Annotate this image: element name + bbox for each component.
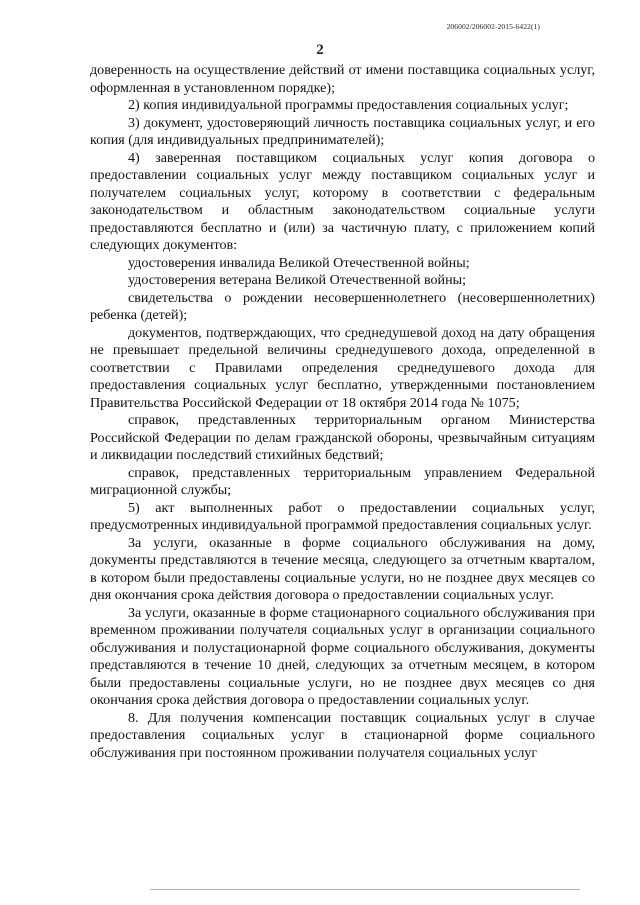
paragraph-doc-income: документов, подтверждающих, что среднедушевой доход на дату обращения не превышает предельной величины среднедушевого дохода, определенной в соответствии с Правилами определения среднедушевого дохода для предоставления социальных услуг бесплатно, утвержденными постановлением Правительства Российской Федерации от 18 октября 2014 года № 1075;: [90, 324, 595, 411]
paragraph-doc-veteran: удостоверения ветерана Великой Отечественной войны;: [128, 272, 467, 288]
document-body: [90, 62, 595, 762]
paragraph-item-3: 3) документ, удостоверяющий личность поставщика социальных услуг, и его копия (для индивидуальных предпринимателей);: [90, 114, 595, 148]
paragraph-doc-migration: справок, представленных территориальным управлением Федеральной миграционной службы;: [90, 464, 595, 498]
page-bottom-divider: [150, 889, 580, 890]
paragraph-home-services: За услуги, оказанные в форме социального обслуживания на дому, документы представляются в течение месяца, следующего за отчетным кварталом, в котором были предоставлены социальные услуги, но не позднее двух месяцев со дня окончания срока действия договора о предоставлении социальных услуг.: [90, 534, 595, 603]
paragraph-doc-birth: свидетельства о рождении несовершеннолетнего (несовершеннолетних) ребенка (детей);: [90, 289, 595, 323]
document-code: 206002/206002-2015-6422(1): [446, 22, 540, 31]
page-number: 2: [316, 42, 324, 58]
paragraph-item-2: 2) копия индивидуальной программы предоставления социальных услуг;: [128, 97, 569, 113]
paragraph-doc-invalid: удостоверения инвалида Великой Отечественной войны;: [128, 254, 470, 271]
paragraph-doc-emergency: справок, представленных территориальным органом Министерства Российской Федерации по делам гражданской обороны, чрезвычайным ситуациям и ликвидации последствий стихийных бедствий;: [90, 412, 595, 463]
paragraph-item-4: 4) заверенная поставщиком социальных услуг копия договора о предоставлении социальных услуг между поставщиком социальных услуг и получателем социальных услуг, которому в соответствии с федеральным законодательством и областным законодательством социальные услуги предоставляются бесплатно и (или) за частичную плату, с приложением копий следующих документов:: [90, 149, 595, 253]
paragraph-item-8: 8. Для получения компенсации поставщик социальных услуг в случае предоставления социальных услуг в стационарной форме социального обслуживания при постоянном проживании получателя социальных услуг: [90, 709, 595, 761]
paragraph-item-5: 5) акт выполненных работ о предоставлении социальных услуг, предусмотренных индивидуальной программой предоставления социальных услуг.: [90, 499, 595, 533]
paragraph-stationary-services: За услуги, оказанные в форме стационарного социального обслуживания при временном проживании получателя социальных услуг в организации социального обслуживания и полустационарной форме социального обслуживания, документы представляются в течение 10 дней, следующих за отчетным месяцем, в котором были предоставлены социальные услуги, но не позднее двух месяцев со дня окончания срока действия договора о предоставлении социальных услуг.: [90, 604, 595, 708]
paragraph-continuation: доверенность на осуществление действий от имени поставщика социальных услуг, оформленная в установленном порядке);: [90, 62, 595, 96]
